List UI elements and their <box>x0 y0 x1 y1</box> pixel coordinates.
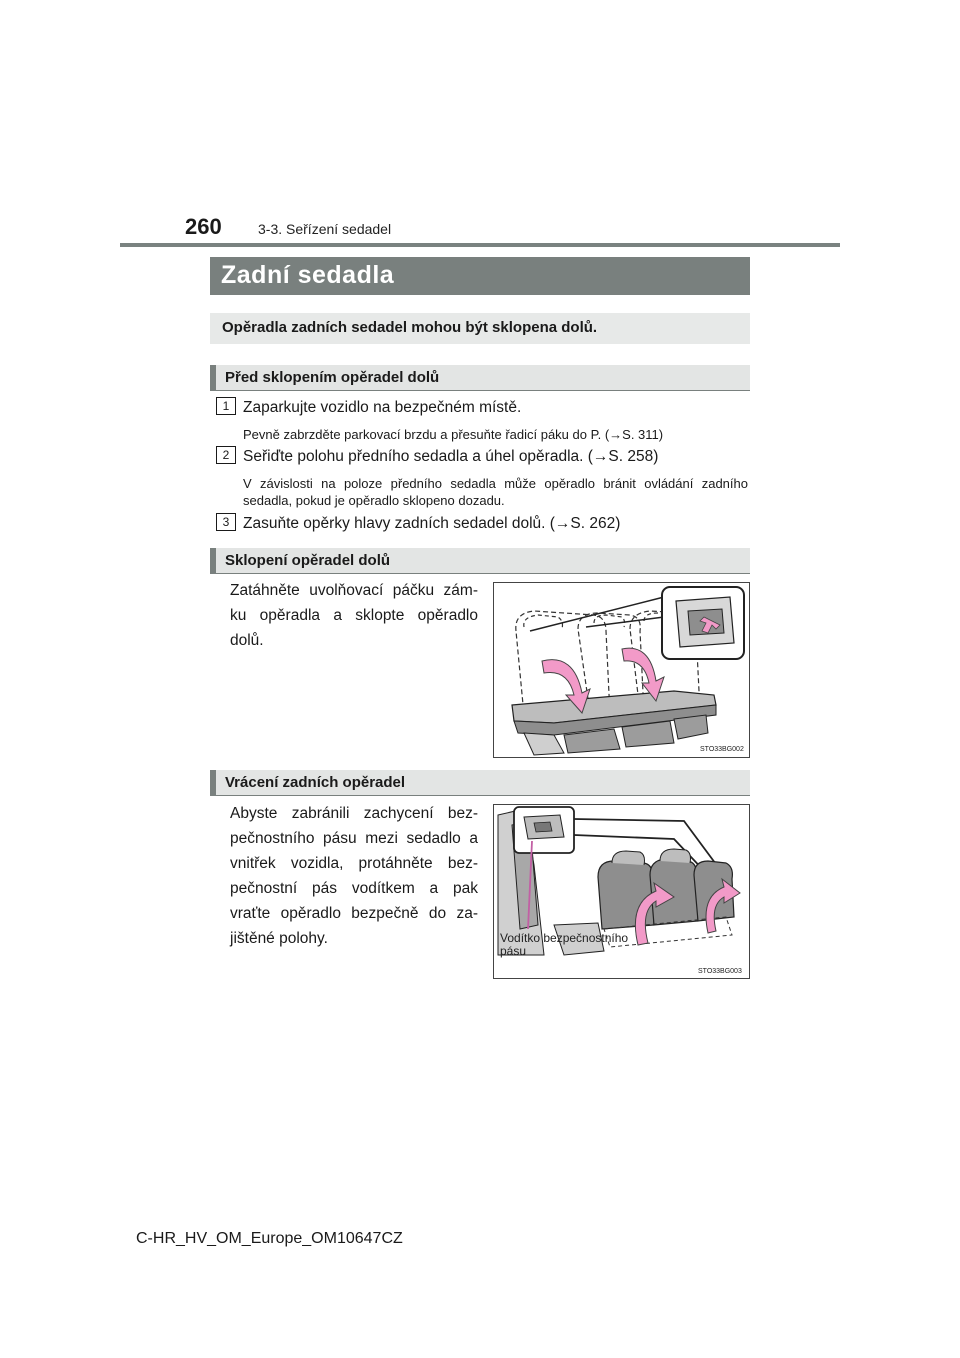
folding-instructions: Zatáhněte uvolňovací páčku zám-ku opěradla a sklopte opěradlo dolů. <box>230 582 478 649</box>
subheading-label: Sklopení opěradel dolů <box>225 552 391 569</box>
fold-down-illustration <box>493 582 750 758</box>
step-number-1: 1 <box>216 397 236 415</box>
step-note-2: V závislosti na poloze předního sedadla může opěradlo bránit ovládání zadního sedadla, pokud je opěradlo sklopeno dozadu. <box>243 476 748 508</box>
subheading-before-folding <box>210 365 750 391</box>
figure-code: STO33BG003 <box>698 968 742 975</box>
subheading-returning <box>210 770 750 796</box>
returning-instructions: Abyste zabránili zachycení bez-pečnostního pásu mezi sedadlo a vnitřek vozidla, protáhněte bez-pečnostní pás vodítkem a pak vraťte opěradlo bezpečně do za-jištěné polohy. <box>230 805 478 947</box>
figure-code: STO33BG002 <box>700 746 744 753</box>
belt-guide-label-line1: Vodítko bezpečnostního <box>500 931 629 945</box>
header-divider <box>120 243 840 247</box>
step-text-1: Zaparkujte vozidlo na bezpečném místě. <box>243 399 522 416</box>
intro-text: Opěradla zadních sedadel mohou být sklopena dolů. <box>222 319 598 336</box>
section-reference: 3-3. Seřízení sedadel <box>258 221 392 237</box>
subheading-folding <box>210 548 750 574</box>
footer-document-code: C-HR_HV_OM_Europe_OM10647CZ <box>136 1230 403 1247</box>
belt-guide-label-line2: pásu <box>500 944 527 958</box>
step-number-2: 2 <box>216 446 236 464</box>
page-title-bar <box>210 257 750 295</box>
step-number-3: 3 <box>216 513 236 531</box>
step-text-2: Seřiďte polohu předního sedadla a úhel opěradla. (→S. 258) <box>243 448 659 465</box>
step-text-3: Zasuňte opěrky hlavy zadních sedadel dolů. (→S. 262) <box>243 515 621 532</box>
subheading-label: Vrácení zadních opěradel <box>225 774 406 791</box>
page-title: Zadní sedadla <box>221 261 395 289</box>
page-number: 260 <box>185 214 222 239</box>
intro-box <box>210 313 750 344</box>
step-note-1: Pevně zabrzděte parkovací brzdu a přesuňte řadicí páku do P. (→S. 311) <box>243 427 664 442</box>
return-seatback-illustration <box>493 804 750 979</box>
subheading-label: Před sklopením opěradel dolů <box>225 369 440 386</box>
